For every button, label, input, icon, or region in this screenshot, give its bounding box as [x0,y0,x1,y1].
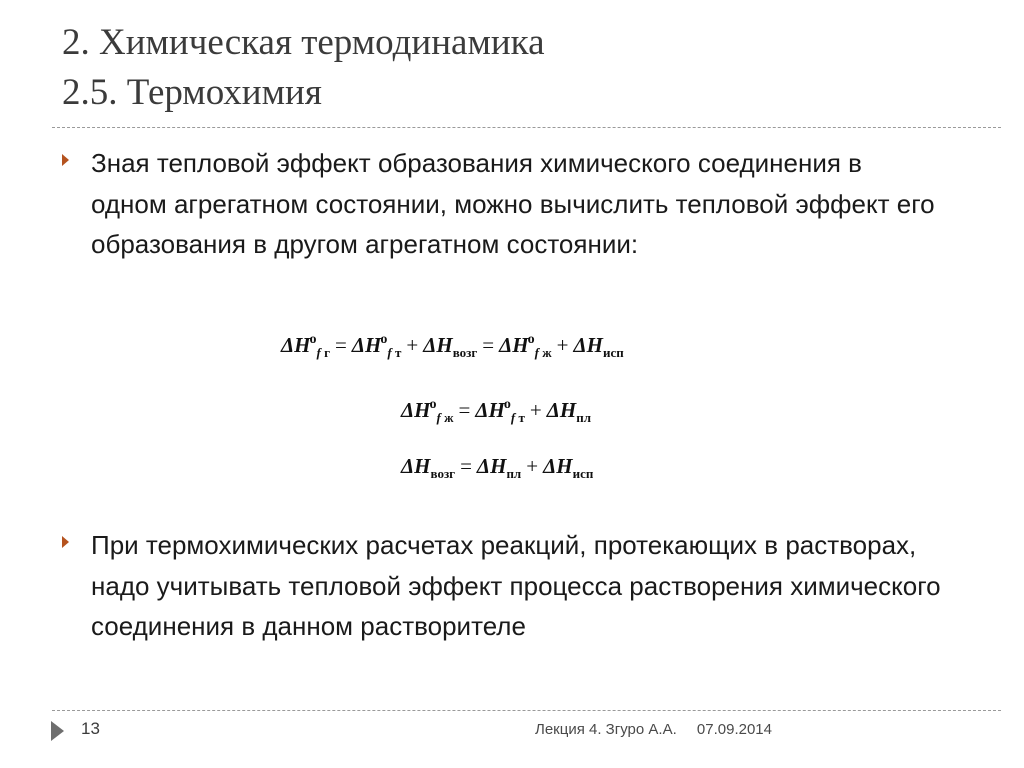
footer-triangle-icon [51,721,64,741]
bullet-item-1 [62,143,942,265]
bullet-item-2 [62,525,942,647]
slide-title [62,18,545,118]
page-number: 13 [81,719,100,738]
formula-term: $\Delta H^o_{f г}$ [281,332,331,360]
formula-term: $\Delta H^o_{f ж}$ [499,332,552,360]
formula-sublimation: $\Delta H_{возг} = \Delta H_{пл} + \Delta H_{исп}$ [401,454,594,481]
footer-info [535,721,772,738]
footer-lecture: Лекция 4. Згуро А.А. [535,721,677,738]
formula-liquid: $\Delta H^o_{f ж} = \Delta H^o_{f т} + \Delta H_{пл}$ [401,397,592,425]
formula-sum-gas: $\Delta H^o_{f г} = \Delta H^o_{f т} + \Delta H_{возг} = \Delta H^o_{f ж} + \Delta H_{исп}$ [281,332,624,360]
title-line-1: 2. Химическая термодинамика [62,22,545,63]
formula-term: $\Delta H_{пл}$ [476,454,522,481]
formula-term: $\Delta H^o_{f ж}$ [401,397,454,425]
bullet-triangle-icon [62,536,69,548]
bullet-text-1: Зная тепловой эффект образования химического соединения в одном агрегатном состоянии, можно вычислить тепловой эффект его образования в другом агрегатном состоянии: [91,148,935,259]
formula-term: $\Delta H_{возг}$ [423,333,478,360]
formula-term: $\Delta H_{возг}$ [401,454,456,481]
formula-term: $\Delta H_{исп}$ [543,454,594,481]
formula-term: $\Delta H_{пл}$ [546,398,592,425]
formula-term: $\Delta H_{исп}$ [573,333,624,360]
bullet-triangle-icon [62,154,69,166]
footer-divider [52,710,1001,711]
formula-term: $\Delta H^o_{f т}$ [475,397,525,425]
footer-date: 07.09.2014 [696,721,772,738]
title-line-2: 2.5. Термохимия [62,72,322,113]
formula-term: $\Delta H^o_{f т}$ [351,332,402,360]
bullet-text-2: При термохимических расчетах реакций, протекающих в растворах, надо учитывать тепловой эффект процесса растворения химического соединения в данном растворителе [91,530,941,641]
title-divider [52,127,1001,128]
